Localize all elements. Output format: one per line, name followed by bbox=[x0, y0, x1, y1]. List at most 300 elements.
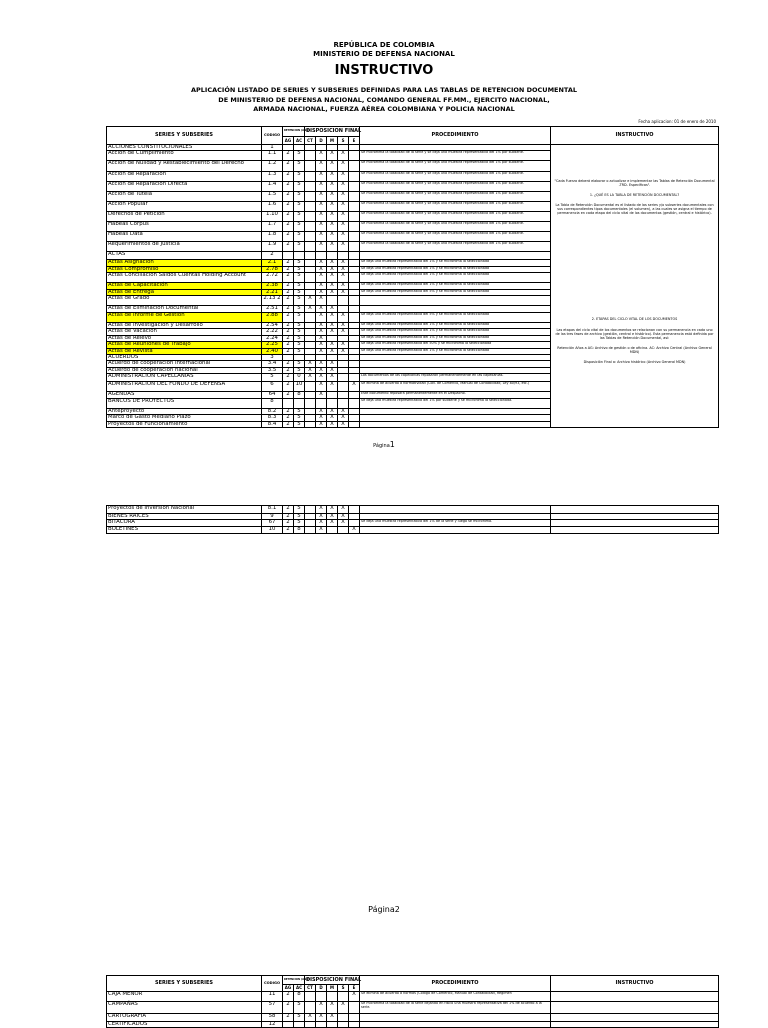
col-codigo: CODIGO bbox=[262, 127, 283, 145]
disposition-d: X bbox=[316, 329, 327, 335]
disposition-e bbox=[349, 506, 360, 514]
series-code: 2.22 bbox=[262, 329, 283, 335]
ministry-heading: MINISTERIO DE DEFENSA NACIONAL bbox=[313, 50, 455, 58]
retention-ag: 2 bbox=[283, 392, 294, 398]
disposition-d: X bbox=[316, 342, 327, 348]
series-name: Accion de Tutela bbox=[107, 192, 262, 202]
disposition-d: X bbox=[316, 242, 327, 252]
retention-ac: 5 bbox=[294, 192, 305, 202]
series-name: Derechos de Peticion bbox=[107, 212, 262, 222]
procedure-text: Se microfilma la totalidad de la serie y se deja una muestra representativa del 1% por subserie. bbox=[360, 232, 551, 242]
series-code: 1.3 bbox=[262, 172, 283, 182]
page-label: Página bbox=[373, 443, 390, 449]
retention-ac: 5 bbox=[294, 296, 305, 306]
retention-ac: 5 bbox=[294, 1014, 305, 1022]
disposition-e bbox=[349, 182, 360, 192]
instructivo-q1: 1. ¿QUÉ ES LA TABLA DE RETENCIÓN DOCUMENTAL? bbox=[589, 193, 680, 198]
disposition-e bbox=[349, 1014, 360, 1022]
retention-ag: 2 bbox=[283, 415, 294, 421]
disposition-e bbox=[349, 273, 360, 283]
col-series: SERIES Y SUBSERIES bbox=[107, 127, 262, 145]
disposition-d: X bbox=[316, 192, 327, 202]
col-disposicion: DISPOSICION FINAL bbox=[306, 976, 362, 983]
disposition-s: X bbox=[338, 260, 349, 266]
disposition-m: X bbox=[327, 266, 338, 272]
disposition-ct: X bbox=[305, 1014, 316, 1022]
table-row bbox=[107, 506, 719, 514]
series-code: 8.4 bbox=[262, 421, 283, 427]
disposition-s: X bbox=[338, 266, 349, 272]
retention-ac: 5 bbox=[294, 306, 305, 313]
series-code: 1.10 bbox=[262, 212, 283, 222]
series-name: AGENDAS bbox=[107, 392, 262, 398]
disposition-d: X bbox=[316, 172, 327, 182]
series-code: 11 bbox=[262, 992, 283, 1002]
disposition-d: X bbox=[316, 313, 327, 323]
disposition-m: X bbox=[327, 289, 338, 295]
disposition-ct: X bbox=[305, 361, 316, 367]
retention-ag: 2 bbox=[283, 1002, 294, 1014]
table-row bbox=[107, 520, 719, 527]
retention-ag: 2 bbox=[283, 289, 294, 295]
disposition-e bbox=[349, 202, 360, 212]
retention-ag: 2 bbox=[283, 335, 294, 341]
retention-ac: 5 bbox=[294, 182, 305, 192]
disposition-m: X bbox=[327, 182, 338, 192]
retention-ag: 2 bbox=[283, 306, 294, 313]
retention-ac: 5 bbox=[294, 323, 305, 329]
instructivo-retention: Retención Años a AG: Archivo de gestión o de oficina. AC: Archivo Central (Archivo General MDN) bbox=[557, 345, 712, 354]
col-codigo: CODIGO bbox=[262, 976, 283, 992]
retention-ag: 2 bbox=[283, 348, 294, 354]
retention-ac: 5 bbox=[294, 151, 305, 161]
disposition-s: X bbox=[338, 182, 349, 192]
series-code: 8 bbox=[262, 398, 283, 408]
col-e: E bbox=[349, 985, 360, 992]
procedure-text: Se microfilma la totalidad de la serie y se deja una muestra representativa del 1% por subserie. bbox=[360, 151, 551, 161]
retention-ac: 5 bbox=[294, 242, 305, 252]
disposition-d: X bbox=[316, 421, 327, 427]
page-number-2 bbox=[0, 905, 768, 914]
procedure-text: Se microfilma la totalidad de la serie y se deja una muestra representativa del 1% por subserie. bbox=[360, 192, 551, 202]
disposition-s: X bbox=[338, 408, 349, 414]
disposition-e bbox=[349, 421, 360, 427]
retention-ag: 2 bbox=[283, 367, 294, 373]
series-code: 58 bbox=[262, 1014, 283, 1022]
retention-ac: 5 bbox=[294, 1002, 305, 1014]
page-number-1 bbox=[0, 440, 768, 449]
procedure-text: Se deja una muestra representativa del 1% y se microfilma la seleccionada bbox=[360, 260, 551, 266]
series-name: Actas Compromiso bbox=[107, 266, 262, 272]
disposition-m: X bbox=[327, 361, 338, 367]
series-name: ADMINISTRACION CAPELLANIAS bbox=[107, 374, 262, 382]
series-code: 8.1 bbox=[262, 506, 283, 514]
series-name: BANCOS DE PROYECTOS bbox=[107, 398, 262, 408]
disposition-d bbox=[316, 992, 327, 1002]
disposition-d: X bbox=[316, 367, 327, 373]
retention-ag: 2 bbox=[283, 1014, 294, 1022]
disposition-s: X bbox=[338, 520, 349, 527]
col-d: D bbox=[316, 985, 327, 992]
retention-ag: 2 bbox=[283, 172, 294, 182]
disposition-m: X bbox=[327, 506, 338, 514]
series-name: ACCIONES CONSTITUCIONALES bbox=[107, 145, 262, 151]
series-code: 2.54 bbox=[262, 323, 283, 329]
retention-ag bbox=[283, 398, 294, 408]
page-label: Página bbox=[368, 905, 395, 914]
series-code: 2.78 bbox=[262, 266, 283, 272]
disposition-e: X bbox=[349, 527, 360, 533]
col-ct: CT bbox=[305, 137, 316, 145]
retention-ac: 5 bbox=[294, 313, 305, 323]
disposition-ct bbox=[305, 232, 316, 242]
table-row bbox=[107, 1014, 719, 1022]
series-code: 64 bbox=[262, 392, 283, 398]
disposition-d bbox=[316, 398, 327, 408]
disposition-s: X bbox=[338, 415, 349, 421]
disposition-d: X bbox=[316, 374, 327, 382]
disposition-s: X bbox=[338, 313, 349, 323]
disposition-m: X bbox=[327, 514, 338, 520]
series-name: CARTOGRAFIA bbox=[107, 1014, 262, 1022]
series-code: 1.9 bbox=[262, 242, 283, 252]
disposition-m: X bbox=[327, 1002, 338, 1014]
series-name: Actas de Relevo bbox=[107, 335, 262, 341]
disposition-ct bbox=[305, 1002, 316, 1014]
procedure-text: Se microfilma la totalidad de la serie y se deja una muestra representativa del 1% por subserie. bbox=[360, 202, 551, 212]
disposition-s: X bbox=[338, 161, 349, 172]
retention-ac: 5 bbox=[294, 506, 305, 514]
series-name: Proyectos de Funcionamiento bbox=[107, 421, 262, 427]
disposition-e: X bbox=[349, 382, 360, 392]
retention-ag: 2 bbox=[283, 212, 294, 222]
disposition-ct bbox=[305, 506, 316, 514]
retention-ac: 5 bbox=[294, 266, 305, 272]
col-m: M bbox=[327, 985, 338, 992]
disposition-d: X bbox=[316, 151, 327, 161]
disposition-d: X bbox=[316, 520, 327, 527]
disposition-m: X bbox=[327, 172, 338, 182]
subtitle-line-3: ARMADA NACIONAL, FUERZA AÉREA COLOMBIANA Y POLICIA NACIONAL bbox=[253, 105, 515, 113]
retention-ag: 2 bbox=[283, 342, 294, 348]
disposition-m: X bbox=[327, 260, 338, 266]
retention-ac: 5 bbox=[294, 514, 305, 520]
table-row bbox=[107, 1022, 719, 1028]
retention-ag: 2 bbox=[283, 323, 294, 329]
disposition-e bbox=[349, 151, 360, 161]
retention-ag: 2 bbox=[283, 161, 294, 172]
disposition-m: X bbox=[327, 202, 338, 212]
procedure-text: Se deja una muestra representativa del 1% y se microfilma la seleccionada bbox=[360, 329, 551, 335]
procedure-text: Se microfilma la totalidad de la serie y se deja una muestra representativa del 1% por subserie. bbox=[360, 242, 551, 252]
disposition-ct bbox=[305, 992, 316, 1002]
series-code: 67 bbox=[262, 520, 283, 527]
disposition-e bbox=[349, 296, 360, 306]
disposition-e bbox=[349, 242, 360, 252]
disposition-s: X bbox=[338, 506, 349, 514]
series-name: Accion de Reparacion bbox=[107, 172, 262, 182]
disposition-ct bbox=[305, 151, 316, 161]
instructivo-cell bbox=[551, 1014, 719, 1022]
disposition-m bbox=[327, 527, 338, 533]
series-name: Actas de Informe de Gestion bbox=[107, 313, 262, 323]
retention-table-page-1 bbox=[106, 126, 719, 428]
retention-ac: 5 bbox=[294, 283, 305, 289]
procedure-text: Se deja una muestra representativa del 1% por subserie y se microfilma la seleccionada. bbox=[360, 398, 551, 408]
retention-ac bbox=[294, 398, 305, 408]
disposition-m: X bbox=[327, 408, 338, 414]
disposition-e bbox=[349, 1022, 360, 1028]
disposition-m: X bbox=[327, 382, 338, 392]
disposition-ct bbox=[305, 527, 316, 533]
disposition-m: X bbox=[327, 329, 338, 335]
procedure-text: Se deja una muestra representativa del 1% y se microfilma la seleccionada bbox=[360, 273, 551, 283]
procedure-text: Se deja una muestra representativa del 1% de la serie y luego se microfilma. bbox=[360, 520, 551, 527]
series-code: 3 bbox=[262, 355, 283, 361]
retention-ag: 2 bbox=[283, 266, 294, 272]
disposition-d: X bbox=[316, 348, 327, 354]
disposition-s: X bbox=[338, 323, 349, 329]
disposition-e bbox=[349, 172, 360, 182]
disposition-m: X bbox=[327, 1014, 338, 1022]
disposition-ct bbox=[305, 313, 316, 323]
retention-ac: 5 bbox=[294, 421, 305, 427]
retention-ag: 2 bbox=[283, 313, 294, 323]
series-code: 9 bbox=[262, 514, 283, 520]
table-row bbox=[107, 992, 719, 1002]
disposition-s: X bbox=[338, 421, 349, 427]
col-disposicion: DISPOSICION FINAL bbox=[305, 127, 360, 137]
disposition-e bbox=[349, 192, 360, 202]
series-code: 8.2 bbox=[262, 408, 283, 414]
disposition-s bbox=[338, 398, 349, 408]
disposition-e bbox=[349, 252, 360, 260]
procedure-text: Este documento reposará permanentemente en el Despacho. bbox=[360, 392, 551, 398]
series-code: 1.8 bbox=[262, 232, 283, 242]
instructivo-panel bbox=[551, 145, 719, 428]
retention-ag: 2 bbox=[283, 242, 294, 252]
disposition-ct: X bbox=[305, 296, 316, 306]
retention-ac: 5 bbox=[294, 348, 305, 354]
retention-table-page-3 bbox=[106, 975, 719, 1028]
retention-ac: 5 bbox=[294, 367, 305, 373]
procedure-text bbox=[360, 421, 551, 427]
series-name: Accion de Nulidad y Restablecimiento del Derecho bbox=[107, 161, 262, 172]
disposition-e bbox=[349, 313, 360, 323]
procedure-text: Se microfilma la totalidad de la serie y se deja una muestra representativa del 1% por subserie. bbox=[360, 172, 551, 182]
disposition-s: X bbox=[338, 348, 349, 354]
series-code: 2.88 bbox=[262, 313, 283, 323]
series-code: 57 bbox=[262, 1002, 283, 1014]
disposition-d: X bbox=[316, 283, 327, 289]
disposition-m: X bbox=[327, 222, 338, 232]
disposition-d: X bbox=[316, 514, 327, 520]
retention-ac: 5 bbox=[294, 329, 305, 335]
disposition-m: X bbox=[327, 415, 338, 421]
procedure-text bbox=[360, 1014, 551, 1022]
series-name: Marco de Gasto Mediano Plazo bbox=[107, 415, 262, 421]
series-code: 2.38 bbox=[262, 283, 283, 289]
procedure-text: Los documentos de las capellanías reposarán permanentemente en las capellanías. bbox=[360, 374, 551, 382]
disposition-ct bbox=[305, 1022, 316, 1028]
disposition-ct: X bbox=[305, 374, 316, 382]
col-s: S bbox=[338, 137, 349, 145]
disposition-d: X bbox=[316, 266, 327, 272]
disposition-d: X bbox=[316, 161, 327, 172]
series-code: 3.5 bbox=[262, 367, 283, 373]
col-ac: AC bbox=[294, 985, 305, 992]
disposition-m: X bbox=[327, 348, 338, 354]
disposition-ct bbox=[305, 192, 316, 202]
disposition-s: X bbox=[338, 289, 349, 295]
disposition-m: X bbox=[327, 192, 338, 202]
procedure-text bbox=[360, 296, 551, 306]
disposition-m: X bbox=[327, 151, 338, 161]
disposition-m: X bbox=[327, 520, 338, 527]
retention-ag: 2 bbox=[283, 182, 294, 192]
disposition-d: X bbox=[316, 202, 327, 212]
retention-ag: 2 bbox=[283, 361, 294, 367]
retention-ac: 5 bbox=[294, 342, 305, 348]
series-name: Actas de Entrega bbox=[107, 289, 262, 295]
procedure-text: Se deja una muestra representativa del 1% y se microfilma la seleccionada bbox=[360, 283, 551, 289]
page-num: 1 bbox=[389, 440, 395, 449]
series-code: 2.25 bbox=[262, 342, 283, 348]
disposition-d: X bbox=[316, 382, 327, 392]
disposition-m: X bbox=[327, 313, 338, 323]
page-title: INSTRUCTIVO bbox=[334, 63, 434, 78]
series-code: 2.13 2 bbox=[262, 296, 283, 306]
series-code: 1 bbox=[262, 145, 283, 151]
disposition-d: X bbox=[316, 408, 327, 414]
disposition-m bbox=[327, 296, 338, 306]
disposition-ct bbox=[305, 252, 316, 260]
retention-ac: 8 bbox=[294, 392, 305, 398]
disposition-e bbox=[349, 1002, 360, 1014]
disposition-s: X bbox=[338, 202, 349, 212]
series-code: 8.3 bbox=[262, 415, 283, 421]
disposition-s: X bbox=[338, 192, 349, 202]
retention-ac: 5 bbox=[294, 222, 305, 232]
disposition-m bbox=[327, 398, 338, 408]
disposition-d: X bbox=[316, 506, 327, 514]
series-name: Acuerdo de cooperacion Internacional bbox=[107, 361, 262, 367]
disposition-d: X bbox=[316, 1014, 327, 1022]
retention-ac: 5 bbox=[294, 361, 305, 367]
disposition-s bbox=[338, 992, 349, 1002]
instructivo-cell bbox=[551, 992, 719, 1002]
procedure-text bbox=[360, 527, 551, 533]
disposition-e bbox=[349, 306, 360, 313]
disposition-m: X bbox=[327, 242, 338, 252]
disposition-e bbox=[349, 398, 360, 408]
retention-table-page-2 bbox=[106, 505, 719, 534]
retention-ac: 5 bbox=[294, 520, 305, 527]
series-code: 1.1 bbox=[262, 151, 283, 161]
series-name: ADMINISTRACION DEL FONDO DE DEFENSA bbox=[107, 382, 262, 392]
series-code: 2.40 bbox=[262, 348, 283, 354]
instructivo-q2: 2. ETAPAS DEL CICLO VITAL DE LOS DOCUMENTOS bbox=[591, 317, 678, 322]
page-num: 2 bbox=[394, 905, 400, 914]
series-code: 10 bbox=[262, 527, 283, 533]
series-name: CAJA MENOR bbox=[107, 992, 262, 1002]
retention-ag: 2 bbox=[283, 329, 294, 335]
series-name: BITACORA bbox=[107, 520, 262, 527]
retention-ag: 2 bbox=[283, 506, 294, 514]
disposition-m bbox=[327, 1022, 338, 1028]
retention-ac: 10 bbox=[294, 382, 305, 392]
disposition-m: X bbox=[327, 212, 338, 222]
disposition-s: X bbox=[338, 273, 349, 283]
procedure-text: Se elimina de acuerdo a normas (Código de Comercio, Manual de Contabilidad, Régimen bbox=[360, 992, 551, 1002]
disposition-s bbox=[338, 374, 349, 382]
disposition-ct bbox=[305, 520, 316, 527]
retention-ac: 0 bbox=[294, 374, 305, 382]
disposition-ct bbox=[305, 421, 316, 427]
series-name: Habeas Data bbox=[107, 232, 262, 242]
retention-ag: 2 bbox=[283, 192, 294, 202]
table-row bbox=[107, 527, 719, 533]
series-name: Requerimientos de Justicia bbox=[107, 242, 262, 252]
procedure-text: Se deja una muestra representativa del 5% y se microfilma la seleccionada bbox=[360, 313, 551, 323]
series-name: Accion de Cumplimiento bbox=[107, 151, 262, 161]
retention-ac bbox=[294, 1022, 305, 1028]
disposition-m: X bbox=[327, 342, 338, 348]
instructivo-cell bbox=[551, 1022, 719, 1028]
col-instructivo: INSTRUCTIVO bbox=[551, 976, 719, 992]
retention-ac: 5 bbox=[294, 335, 305, 341]
disposition-s bbox=[338, 527, 349, 533]
col-ac: AC bbox=[294, 137, 305, 145]
disposition-s: X bbox=[338, 342, 349, 348]
col-series: SERIES Y SUBSERIES bbox=[107, 976, 262, 992]
disposition-e bbox=[349, 232, 360, 242]
col-m: M bbox=[327, 137, 338, 145]
col-instructivo: INSTRUCTIVO bbox=[551, 127, 719, 145]
retention-ac: 5 bbox=[294, 415, 305, 421]
series-name: Actas de Vacacion bbox=[107, 329, 262, 335]
series-code: 2.72 bbox=[262, 273, 283, 283]
retention-ac: 5 bbox=[294, 172, 305, 182]
disposition-s bbox=[338, 296, 349, 306]
col-s: S bbox=[338, 985, 349, 992]
col-ag: AG bbox=[283, 985, 294, 992]
disposition-ct: X bbox=[305, 306, 316, 313]
col-ag: AG bbox=[283, 137, 294, 145]
retention-ag: 2 bbox=[283, 514, 294, 520]
disposition-s: X bbox=[338, 151, 349, 161]
col-d: D bbox=[316, 137, 327, 145]
series-code: 5 bbox=[262, 374, 283, 382]
retention-ag: 2 bbox=[283, 408, 294, 414]
procedure-text bbox=[360, 506, 551, 514]
disposition-s: X bbox=[338, 1002, 349, 1014]
disposition-ct bbox=[305, 182, 316, 192]
disposition-m: X bbox=[327, 367, 338, 373]
procedure-text: Se elimina de acuerdo a normatividad (Cod. de Comercio, Manual de Contabilidad, Ley 80/93, etc.) bbox=[360, 382, 551, 392]
disposition-ct bbox=[305, 398, 316, 408]
retention-ag: 2 bbox=[283, 273, 294, 283]
series-code: 1.7 bbox=[262, 222, 283, 232]
retention-ac: 5 bbox=[294, 408, 305, 414]
retention-ac: 5 bbox=[294, 273, 305, 283]
retention-ag: 2 bbox=[283, 202, 294, 212]
retention-ag: 2 bbox=[283, 382, 294, 392]
series-code: 2.24 bbox=[262, 335, 283, 341]
retention-ag: 2 bbox=[283, 260, 294, 266]
disposition-m: X bbox=[327, 273, 338, 283]
series-code: 3.4 bbox=[262, 361, 283, 367]
